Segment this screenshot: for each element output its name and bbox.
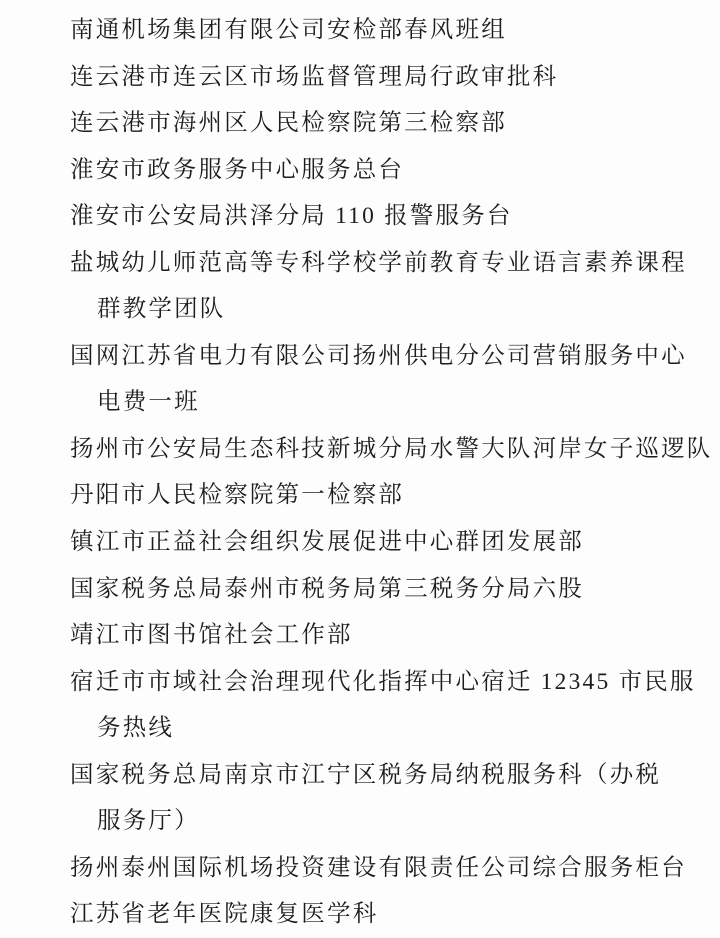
entry-line: 宿迁市市域社会治理现代化指挥中心宿迁 12345 市民服 [70, 668, 696, 695]
entry-line: 靖江市图书馆社会工作部 [70, 622, 353, 649]
entry-line: 扬州泰州国际机场投资建设有限责任公司综合服务柜台 [70, 854, 687, 881]
entry-line: 丹阳市人民检察院第一检察部 [70, 482, 405, 509]
entry-line: 国网江苏省电力有限公司扬州供电分公司营销服务中心 [70, 342, 687, 369]
list-item [70, 147, 702, 194]
list-item [70, 240, 702, 333]
list-item [70, 193, 702, 240]
list-item [70, 752, 702, 845]
entry-line-continuation: 服务厅） [97, 808, 200, 835]
entry-line: 南通机场集团有限公司安检部春风班组 [70, 17, 507, 43]
list-item [70, 7, 702, 54]
list-item [70, 891, 702, 938]
list-item [70, 333, 702, 426]
entry-line: 淮安市公安局洪泽分局 110 报警服务台 [70, 203, 513, 230]
list-item [70, 566, 702, 613]
list-item [70, 100, 702, 147]
list-item [70, 54, 702, 101]
list-item [70, 612, 702, 659]
list-item [70, 519, 702, 566]
list-item [70, 472, 702, 519]
list-item [70, 659, 702, 752]
entry-line: 连云港市海州区人民检察院第三检察部 [70, 110, 507, 137]
entry-list [70, 7, 713, 938]
entry-line: 国家税务总局泰州市税务局第三税务分局六股 [70, 575, 584, 602]
entry-line: 淮安市政务服务中心服务总台 [70, 156, 405, 183]
entry-line-continuation: 务热线 [97, 715, 175, 742]
entry-line: 镇江市正益社会组织发展促进中心群团发展部 [70, 529, 584, 556]
list-item [70, 845, 702, 892]
entry-line: 江苏省老年医院康复医学科 [70, 901, 379, 928]
entry-line: 连云港市连云区市场监督管理局行政审批科 [70, 63, 559, 90]
entry-line-continuation: 群教学团队 [97, 296, 226, 323]
list-item [70, 426, 713, 473]
entry-line: 盐城幼儿师范高等专科学校学前教育专业语言素养课程 [70, 249, 687, 276]
entry-line: 国家税务总局南京市江宁区税务局纳税服务科（办税 [70, 761, 662, 788]
entry-line: 扬州市公安局生态科技新城分局水警大队河岸女子巡逻队 [70, 435, 713, 462]
entry-line-continuation: 电费一班 [97, 389, 200, 416]
